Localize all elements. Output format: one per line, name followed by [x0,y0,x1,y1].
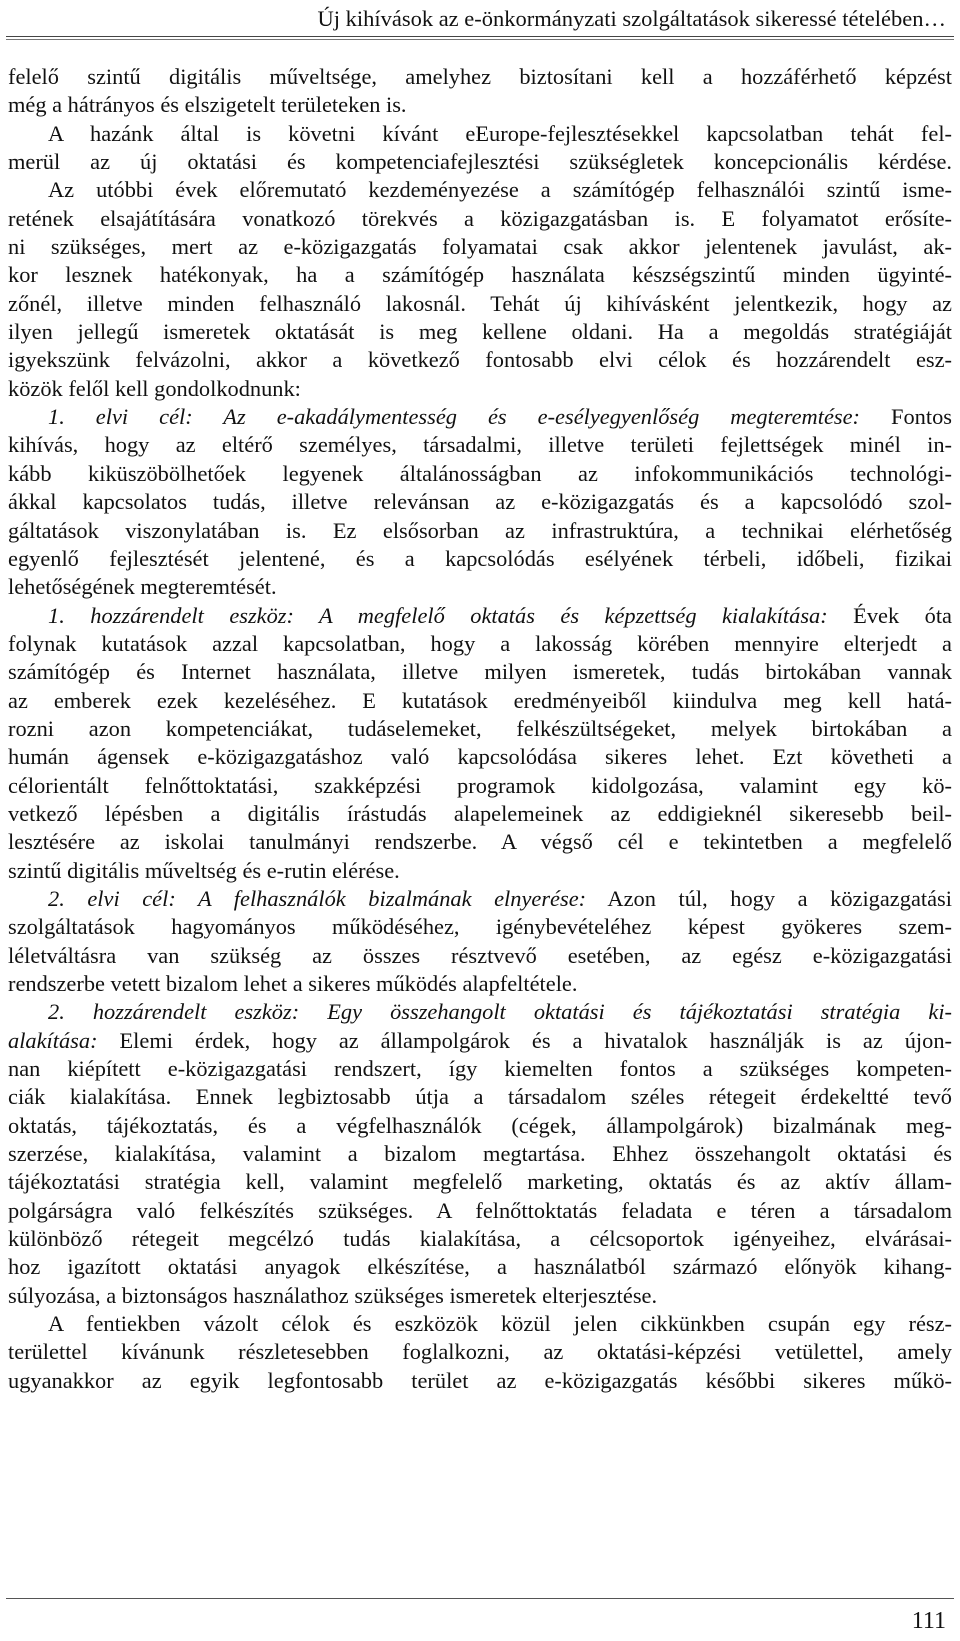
text-line: súlyozása, a biztonságos használathoz szükséges ismeretek elterjesztése. [8,1282,658,1308]
text-line [8,602,952,630]
text-run: Fontos [891,404,952,430]
text-line: az emberek ezek kezeléséhez. E kutatások eredményeiből kiindulva meg kell hatá- [8,687,952,713]
text-line: Az utóbbi évek előremutató kezdeményezése a számítógép felhasználói szintű isme- [48,177,952,203]
header-rule-thin [6,39,954,40]
text-line: tájékoztatási stratégia kell, valamint megfelelő marketing, oktatás és az aktív állam- [8,1169,952,1195]
text-run: Évek óta [853,602,952,628]
text-line: kább kiküszöbölhetőek legyenek általánosságban az infokommunikációs technológi- [8,460,952,486]
tool-heading-2: 2. hozzárendelt eszköz: Egy összehangolt oktatási és tájékoztatási stratégia ki- [48,999,952,1025]
text-line: merül az új oktatási és kompetenciafejlesztési szükségletek koncepcionális kérdése. [8,149,952,175]
text-line: vetkező lépésben a digitális írástudás alapelemeinek az eddigieknél sikeresebb beil- [8,800,952,826]
text-line: léletváltásra van szükség az összes résztvevő esetében, az egész e-közigazgatási [8,942,952,968]
goal-heading-1: 1. elvi cél: Az e-akadálymentesség és e-esélyegyenlőség megteremtése: [48,404,860,430]
text-line: ákkal kapcsolatos tudás, illetve relevánsan az e-közigazgatás és a kapcsolódó szol- [8,489,952,515]
tool-heading-2-cont: alakítása: [8,1027,98,1053]
text-run: Elemi érdek, hogy az állampolgárok és a hivatalok használják is az újon- [119,1027,952,1053]
text-line: különböző rétegeit megcélzó tudás kialakítása, a célcsoportok igényeihez, elvárásai- [8,1226,952,1252]
text-line: ugyanakkor az egyik legfontosabb terület az e-közigazgatás későbbi sikeres műkö- [8,1367,952,1393]
running-header: Új kihívások az e-önkormányzati szolgáltatások sikeressé tételében… [317,6,946,31]
text-line: kihívás, hogy az eltérő személyes, társadalmi, illetve területi fejlettségek minél in- [8,432,952,458]
tool-heading-1: 1. hozzárendelt eszköz: A megfelelő oktatás és képzettség kialakítása: [48,602,828,628]
text-line: folynak kutatások azzal kapcsolatban, hogy a lakosság körében mennyire elterjedt a [8,630,952,656]
text-line: területtel kívánunk részletesebben foglalkozni, az oktatási-képzési vetülettel, amely [8,1339,952,1365]
text-line: felelő szintű digitális műveltsége, amelyhez biztosítani kell a hozzáférhető képzést [8,64,952,89]
text-line: rendszerbe vetett bizalom lehet a sikeres működés alapfeltétele. [8,971,578,996]
text-line: polgárságra való felkészítés szükséges. A felnőttoktatás feladata e téren a társadalom [8,1197,952,1223]
text-line: célorientált felnőttoktatási, szakképzési programok kidolgozása, valamint egy kö- [8,772,952,798]
text-run: Azon túl, hogy a közigazgatási [607,885,952,911]
text-line [8,885,952,913]
text-line: lesztésére az iskolai tanulmányi rendszerbe. A végső cél e tekintetben a megfelelő [8,829,952,855]
text-line: lehetőségének megteremtését. [8,574,277,600]
text-line: retének elsajátítására vonatkozó törekvés a közigazgatásban is. E folyamatot erősíte- [8,205,952,231]
text-line: szolgáltatások hagyományos működéséhez, igénybevételéhez képest gyökeres szem- [8,914,952,940]
text-line: zőnél, illetve minden felhasználó lakosnál. Tehát új kihívásként jelentkezik, hogy az [8,290,952,316]
goal-heading-2: 2. elvi cél: A felhasználók bizalmának elnyerése: [48,885,587,911]
text-line: hoz igazított oktatási anyagok elkészítése, a használatból származó előnyök kihang- [8,1254,952,1280]
text-line: nan kiépített e-közigazgatási rendszert, így kiemelten fontos a szükséges kompeten- [8,1056,952,1082]
text-line: humán ágensek e-közigazgatáshoz való kapcsolódása sikeres lehet. Ezt követheti a [8,744,952,770]
text-line: szintű digitális műveltség és e-rutin elérése. [8,857,400,883]
page-number: 111 [911,1608,946,1634]
text-line: szerzése, kialakítása, valamint a bizalom megtartása. Ehhez összehangolt oktatási és [8,1141,952,1167]
text-line: ciák kialakítása. Ennek legbiztosabb útja a társadalom széles rétegeit érdekeltté tevő [8,1084,952,1110]
text-line: ni szükséges, mert az e-közigazgatás folyamatai csak akkor jelentenek javulást, ak- [8,234,952,260]
text-line: számítógép és Internet használata, illetve milyen ismeretek, tudás birtokában vannak [8,659,952,685]
text-line: egyenlő fejlesztését jelentené, és a kapcsolódás esélyének térbeli, időbeli, fizikai [8,545,952,571]
text-line: oktatás, tájékoztatás, és a végfelhasználók (cégek, állampolgárok) bizalmának meg- [8,1112,952,1138]
text-line: igyekszünk felvázolni, akkor a következő fontosabb elvi célok és hozzárendelt esz- [8,347,952,373]
text-line: még a hátrányos és elszigetelt területeken is. [8,92,407,118]
footer-rule [6,1598,954,1599]
text-line: rozni azon kompetenciákat, tudáselemeket, felkészültségeket, melyek birtokában a [8,715,952,741]
text-line: kor lesznek hatékonyak, ha a számítógép használata készségszintű minden ügyinté- [8,262,952,288]
text-line: A hazánk által is követni kívánt eEurope-fejlesztésekkel kapcsolatban tehát fel- [48,120,952,146]
text-line: közök felől kell gondolkodnunk: [8,375,301,401]
text-line: A fentiekben vázolt célok és eszközök közül jelen cikkünkben csupán egy rész- [48,1311,952,1337]
text-line [8,403,952,431]
body-text [8,63,952,1395]
header-rule [6,36,954,37]
text-line: gáltatások viszonylatában is. Ez elsősorban az infrastruktúra, a technikai elérhetőség [8,517,952,543]
text-line: ilyen jellegű ismeretek oktatását is meg kellene oldani. Ha a megoldás stratégiáját [8,319,952,345]
text-line [8,1027,952,1055]
